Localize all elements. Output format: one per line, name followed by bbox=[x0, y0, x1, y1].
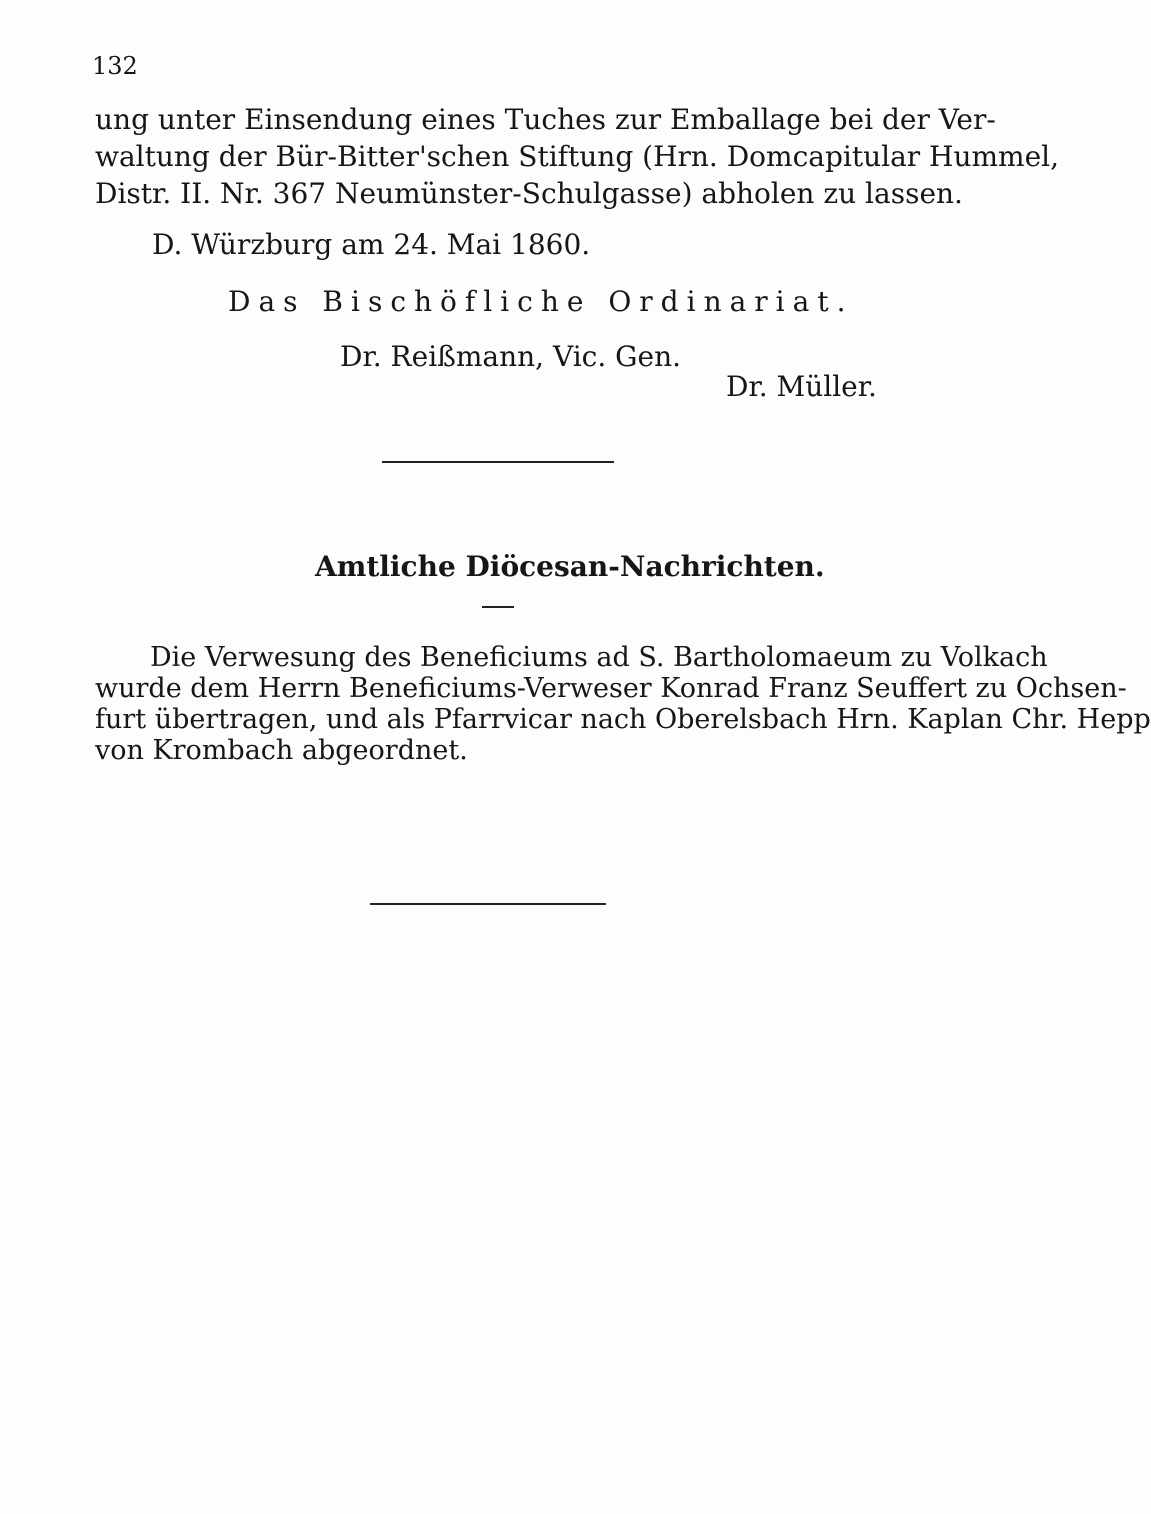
section-line-4: von Krombach abgeordnet. bbox=[95, 735, 468, 766]
title-underline-rule bbox=[482, 606, 514, 608]
letter-line-1: ung unter Einsendung eines Tuches zur Emballage bei der Ver- bbox=[95, 103, 996, 136]
section-title: Amtliche Diöcesan-Nachrichten. bbox=[315, 550, 825, 583]
section-line-2: wurde dem Herrn Beneficiums-Verweser Konrad Franz Seuffert zu Ochsen- bbox=[95, 673, 1127, 704]
section-line-3: furt übertragen, und als Pfarrvicar nach Oberelsbach Hrn. Kaplan Chr. Hepp bbox=[95, 704, 1151, 735]
divider-rule bbox=[382, 461, 614, 463]
section-line-1: Die Verwesung des Beneficiums ad S. Bartholomaeum zu Volkach bbox=[150, 642, 1048, 673]
signature-mueller: Dr. Müller. bbox=[726, 370, 877, 403]
signature-reissmann: Dr. Reißmann, Vic. Gen. bbox=[340, 340, 682, 373]
ordinariat-heading: Das Bischöfliche Ordinariat. bbox=[228, 285, 854, 318]
letter-line-3: Distr. II. Nr. 367 Neumünster-Schulgasse) abholen zu lassen. bbox=[95, 177, 963, 210]
end-divider-rule bbox=[370, 903, 606, 905]
page-number: 132 bbox=[92, 52, 138, 80]
letter-date: D. Würzburg am 24. Mai 1860. bbox=[152, 228, 591, 261]
letter-line-2: waltung der Bür-Bitter'schen Stiftung (Hrn. Domcapitular Hummel, bbox=[95, 140, 1060, 173]
